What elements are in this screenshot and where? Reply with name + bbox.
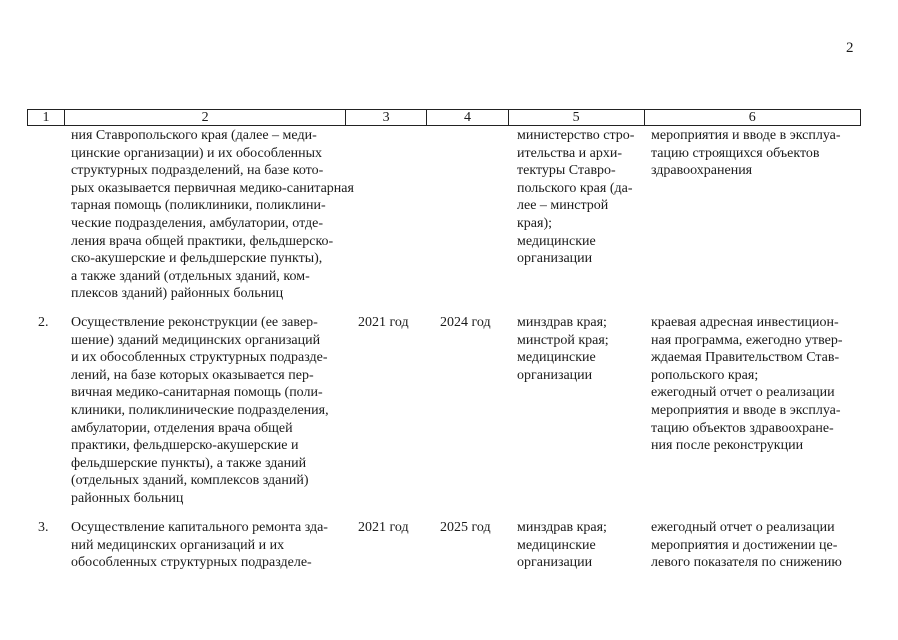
row-number: 3. xyxy=(38,520,49,535)
row-executors xyxy=(517,314,642,384)
row-executors-line: организации xyxy=(517,367,593,383)
row-number: 2. xyxy=(38,315,49,330)
row-result-line: краевая адресная инвестицион- xyxy=(651,315,839,330)
row-description-line: клиники, поликлинические подразделения, xyxy=(71,402,329,418)
row-description-line: (отдельных зданий, комплексов зданий) xyxy=(71,473,309,489)
row-result-line: ежегодный отчет о реализации xyxy=(651,385,835,401)
row-start-year: 2021 год xyxy=(358,520,409,535)
col-header-6: 6 xyxy=(748,110,756,125)
row-executors-line: минздрав края; xyxy=(517,520,607,535)
row-description xyxy=(71,314,343,508)
col-header-3: 3 xyxy=(346,110,427,125)
row-executors-line: польского края (да- xyxy=(517,180,633,196)
row-result-line: мероприятия и вводе в эксплуа- xyxy=(651,402,841,418)
row-result xyxy=(651,519,857,572)
row-executors-line: минстрой края; xyxy=(517,332,609,348)
row-executors-line: края); xyxy=(517,215,553,231)
row-description-line: лений, на базе которых оказывается пер- xyxy=(71,367,314,383)
row-executors xyxy=(517,519,642,572)
row-result-line: ропольского края; xyxy=(651,367,759,383)
row-result xyxy=(651,127,857,180)
row-executors-line: министерство стро- xyxy=(517,128,635,143)
row-description-line: Осуществление капитального ремонта зда- xyxy=(71,520,328,535)
row-description-line: районных больниц xyxy=(71,490,184,506)
page-number: 2 xyxy=(846,40,854,56)
col-header-2: 2 xyxy=(65,110,346,125)
row-description-line: ления врача общей практики, фельдшерско- xyxy=(71,233,334,249)
col-header-5: 5 xyxy=(509,110,645,125)
row-description-line: тарная помощь (поликлиники, поликлини- xyxy=(71,198,326,214)
row-executors-line: тектуры Ставро- xyxy=(517,163,616,179)
row-executors-line: медицинские xyxy=(517,233,596,249)
row-result xyxy=(651,314,857,455)
row-executors-line: лее – минстрой xyxy=(517,198,609,214)
row-result-line: ная программа, ежегодно утвер- xyxy=(651,332,843,348)
row-result-line: ждаемая Правительством Став- xyxy=(651,350,840,366)
row-end-year: 2024 год xyxy=(440,315,491,330)
row-start-year: 2021 год xyxy=(358,315,409,330)
row-executors-line: организации xyxy=(517,251,593,267)
row-description-line: и их обособленных структурных подразде- xyxy=(71,350,328,366)
row-description-line: Осуществление реконструкции (ее завер- xyxy=(71,315,318,330)
row-description-line: обособленных структурных подразделе- xyxy=(71,555,312,571)
col-header-4: 4 xyxy=(427,110,509,125)
row-executors-line: организации xyxy=(517,555,593,571)
table-header xyxy=(27,109,861,126)
row-description-line: плексов зданий) районных больниц xyxy=(71,286,284,302)
row-executors-line: минздрав края; xyxy=(517,315,607,330)
row-description xyxy=(71,519,343,572)
row-description-line: ний медицинских организаций и их xyxy=(71,537,285,553)
row-executors xyxy=(517,127,642,268)
row-description-line: а также зданий (отдельных зданий, ком- xyxy=(71,268,310,284)
row-description-line: фельдшерские пункты), а также зданий xyxy=(71,455,307,471)
row-result-line: левого показателя по снижению xyxy=(651,555,842,571)
row-description-line: ческие подразделения, амбулатории, отде- xyxy=(71,215,324,231)
row-description-line: ско-акушерские и фельдшерские пункты), xyxy=(71,251,323,267)
row-executors-line: ительства и архи- xyxy=(517,145,623,161)
row-description xyxy=(71,127,354,303)
row-description-line: вичная медико-санитарная помощь (поли- xyxy=(71,385,323,401)
row-description-line: цинские организации) и их обособленных xyxy=(71,145,323,161)
row-result-line: здравоохранения xyxy=(651,163,753,179)
row-description-line: шение) зданий медицинских организаций xyxy=(71,332,321,348)
row-end-year: 2025 год xyxy=(440,520,491,535)
row-executors-line: медицинские xyxy=(517,537,596,553)
row-result-line: тацию объектов здравоохране- xyxy=(651,420,834,436)
row-executors-line: медицинские xyxy=(517,350,596,366)
row-result-line: мероприятия и вводе в эксплуа- xyxy=(651,128,841,143)
col-header-1: 1 xyxy=(28,110,65,125)
row-description-line: амбулатории, отделения врача общей xyxy=(71,420,293,436)
row-result-line: тацию строящихся объектов xyxy=(651,145,820,161)
row-result-line: ежегодный отчет о реализации xyxy=(651,520,835,535)
row-description-line: структурных подразделений, на базе кото- xyxy=(71,163,324,179)
row-description-line: практики, фельдшерско-акушерские и xyxy=(71,438,299,454)
row-description-line: ния Ставропольского края (далее – меди- xyxy=(71,128,317,143)
row-result-line: мероприятия и достижении це- xyxy=(651,537,838,553)
row-result-line: ния после реконструкции xyxy=(651,438,804,454)
row-description-line: рых оказывается первичная медико-санитарная xyxy=(71,180,354,196)
